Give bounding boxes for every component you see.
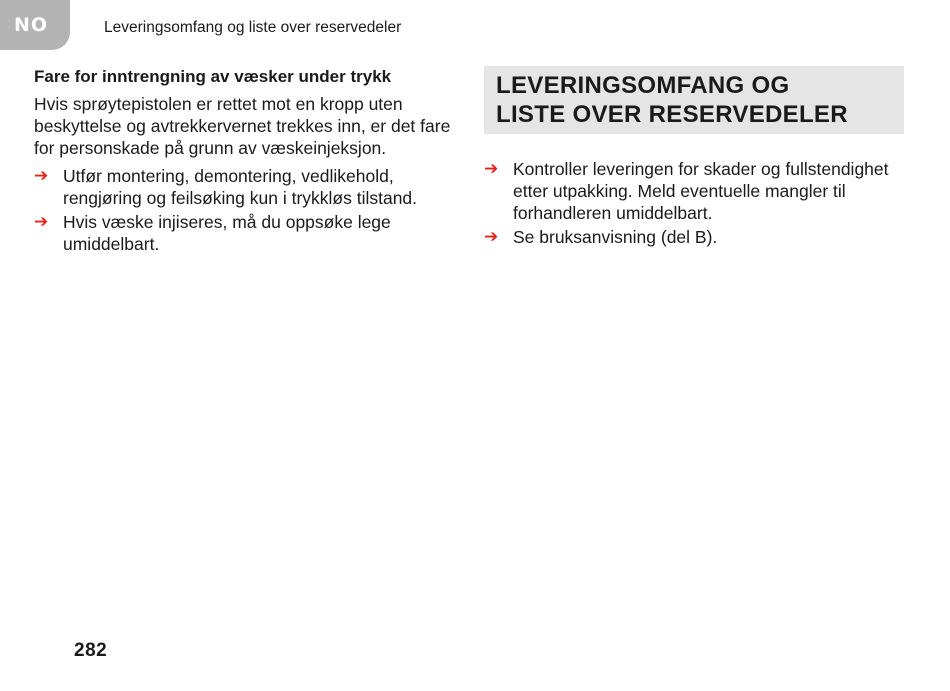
section-heading-box xyxy=(484,66,904,134)
warning-column xyxy=(34,66,454,257)
warning-text: Hvis sprøytepistolen er rettet mot en kropp uten beskyttelse og avtrekkervernet trekkes inn, er det fare for personskade på grunn av væskeinjeksjon. xyxy=(34,94,451,158)
list-item-text: Hvis væske injiseres, må du oppsøke lege umiddelbart. xyxy=(63,212,391,254)
warning-heading: Fare for inntrengning av væsker under trykk xyxy=(34,67,392,86)
language-tab: NO xyxy=(0,0,70,50)
section-column xyxy=(484,66,904,250)
list-item xyxy=(484,158,904,224)
list-item xyxy=(34,165,454,209)
page-number: 282 xyxy=(74,640,108,661)
list-item-text: Utfør montering, demontering, vedlikehold, rengjøring og feilsøking kun i trykkløs tilstand. xyxy=(63,166,418,208)
list-item xyxy=(484,226,904,248)
list-item xyxy=(34,211,454,255)
section-title-line-1: LEVERINGSOMFANG OG xyxy=(496,72,790,99)
arrow-right-icon: ➔ xyxy=(484,227,499,247)
running-header: Leveringsomfang og liste over reservedeler xyxy=(104,19,402,36)
warning-instruction-list xyxy=(34,165,454,255)
section-title xyxy=(496,71,892,129)
section-instruction-list xyxy=(484,158,904,248)
list-item-text: Se bruksanvisning (del B). xyxy=(513,227,718,247)
arrow-right-icon: ➔ xyxy=(34,166,49,186)
list-item-text: Kontroller leveringen for skader og fullstendighet etter utpakking. Meld eventuelle mangler til forhandleren umiddelbart. xyxy=(513,159,889,223)
arrow-right-icon: ➔ xyxy=(34,212,49,232)
arrow-right-icon: ➔ xyxy=(484,159,499,179)
section-title-line-2: LISTE OVER RESERVEDELER xyxy=(496,101,848,128)
